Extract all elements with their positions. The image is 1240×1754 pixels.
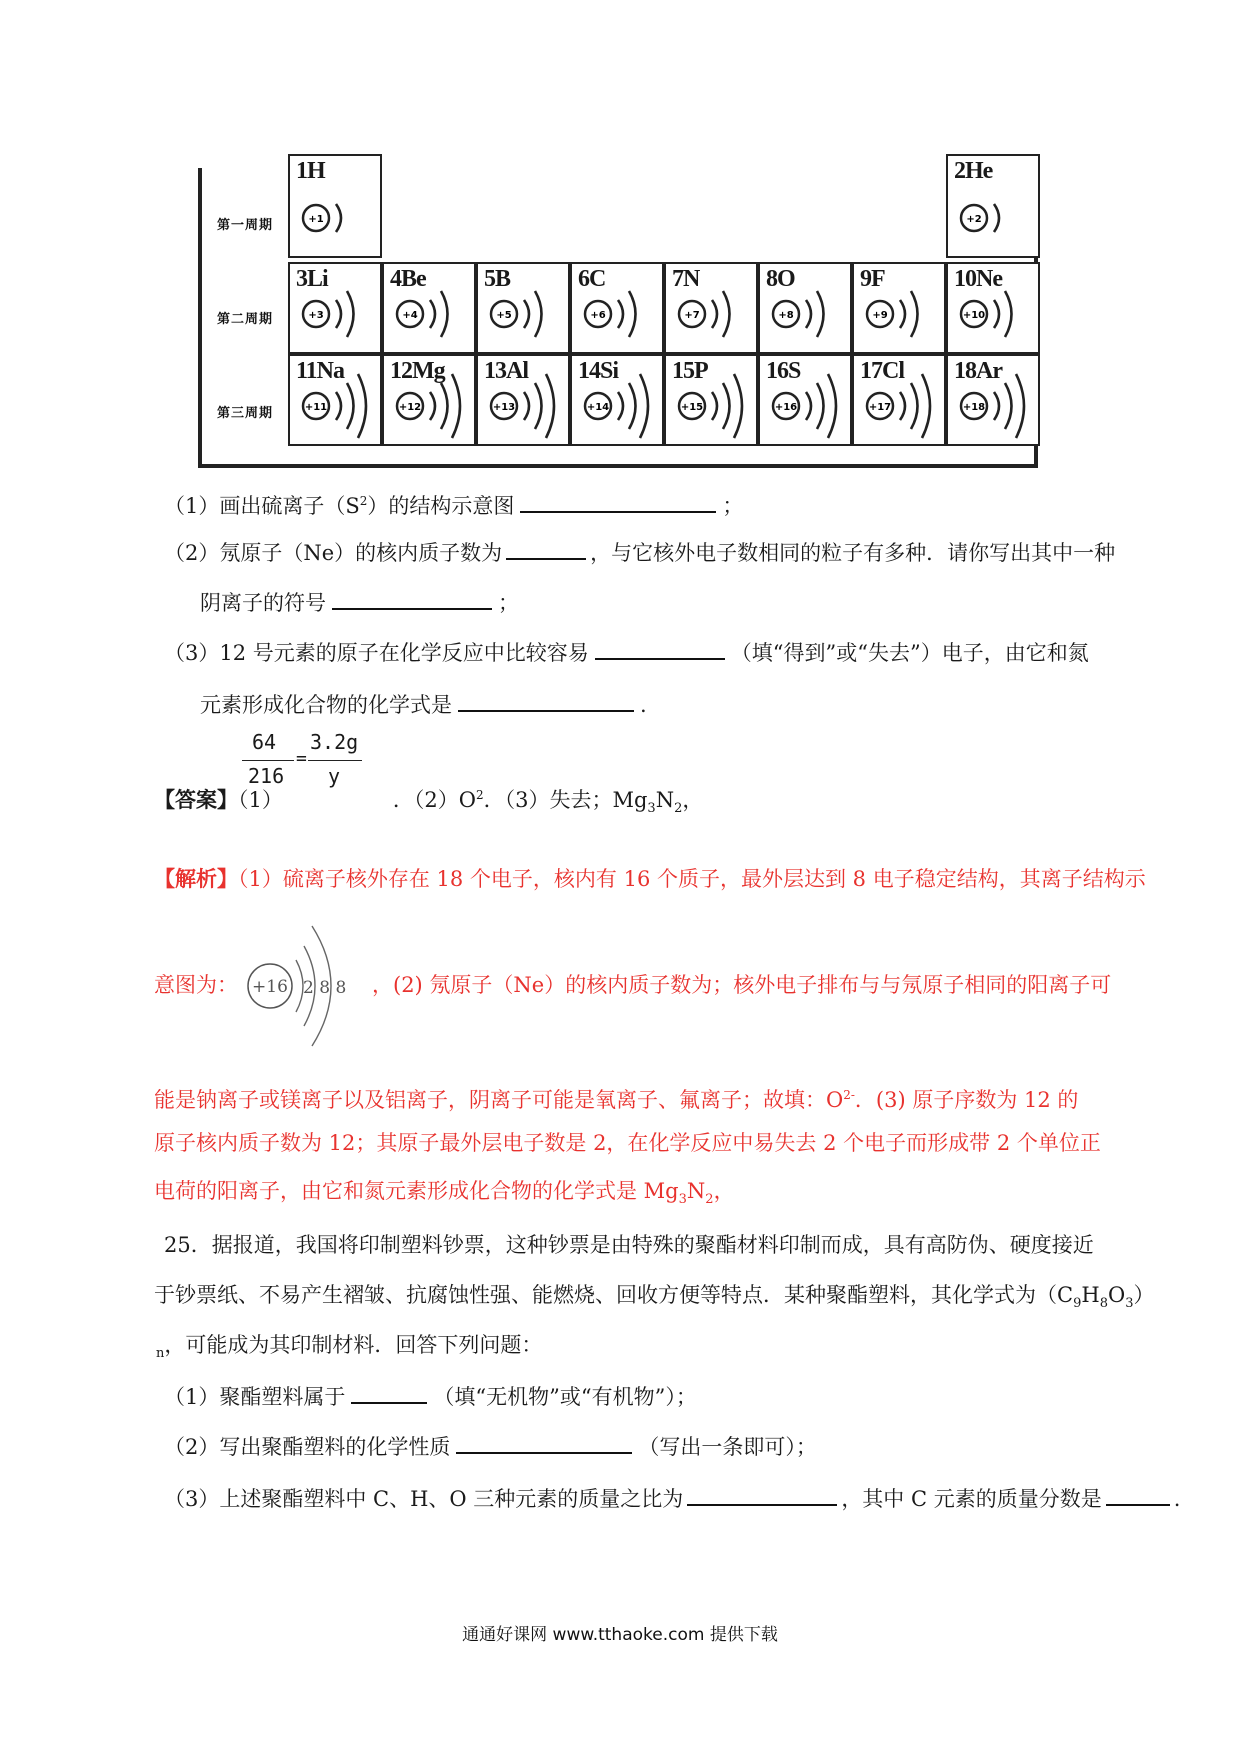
electron-shell-arc [358, 374, 366, 438]
electron-shell-arc [1005, 291, 1012, 337]
electron-shell-arc [441, 383, 448, 429]
analysis-line-4: 原子核内质子数为 12；其原子最外层电子数是 2，在化学反应中易失去 2 个电子而形成带 2 个单位正 [154, 1131, 1101, 1155]
electron-shell-arc [336, 392, 341, 420]
question-3-line-2: 元素形成化合物的化学式是 . [200, 688, 647, 720]
answer-blank[interactable] [1106, 1482, 1170, 1506]
electron-shell-arc [911, 383, 918, 429]
row-label-period-1: 第一周期 [216, 218, 273, 233]
electron-shell-arc [994, 300, 999, 328]
element-cell-cl [852, 354, 946, 446]
q25-part-3: （3）上述聚酯塑料中 C、H、O 三种元素的质量之比为 ，其中 C 元素的质量分数是 . [164, 1482, 1180, 1514]
element-cell-si [570, 354, 664, 446]
electron-shell-arc [546, 374, 554, 438]
row-label-period-2: 第二周期 [216, 312, 273, 327]
sulfide-ion-diagram [246, 920, 356, 1074]
atom-structure-diagram [666, 356, 760, 448]
atom-structure-diagram [384, 356, 478, 448]
element-cell-he [946, 154, 1040, 258]
electron-shell-arc [535, 291, 542, 337]
element-cell-s [758, 354, 852, 446]
nucleus-charge: +14 [586, 402, 610, 413]
nucleus-charge: +15 [680, 402, 704, 413]
fraction-numerator-1: 64 [252, 730, 277, 754]
element-symbol: 16S [766, 358, 801, 384]
nucleus-charge: +10 [962, 310, 986, 321]
electron-shell-arc [817, 383, 824, 429]
answer-line: 【答案】（1） ．$(2)O^2$．（3）失去；$Mg_3N_2$， [154, 787, 704, 817]
analysis-line-2-suffix: ，(2) 氖原子（Ne）的核内质子数为；核外电子排布与与氖原子相同的阳离子可 [372, 973, 1112, 997]
element-symbol: 12Mg [390, 358, 445, 384]
nucleus-charge: +5 [496, 310, 512, 321]
atom-structure-diagram [666, 264, 760, 356]
electron-shell-arc [1016, 374, 1024, 438]
atom-structure-diagram [290, 356, 384, 448]
page-footer: 通通好课网 www.tthaoke.com 提供下载 [462, 1625, 778, 1645]
nucleus-charge: +1 [308, 214, 324, 225]
electron-shell-arc [828, 374, 836, 438]
answer-blank[interactable] [506, 536, 586, 560]
answer-blank[interactable] [595, 636, 725, 660]
atom-structure-diagram [290, 264, 384, 356]
answer-blank[interactable] [458, 688, 634, 712]
electron-shell-arc [712, 392, 717, 420]
nucleus-charge: +8 [778, 310, 794, 321]
answer-blank[interactable] [520, 489, 716, 513]
q25-intro-line-2: 于钞票纸、不易产生褶皱、抗腐蚀性强、能燃烧、回收方便等特点．某种聚酯塑料，其化学式为$(C_9H_8O_3)$ [154, 1283, 1155, 1312]
element-cell-f [852, 262, 946, 354]
nucleus-charge: +12 [398, 402, 422, 413]
electron-shell-arc [336, 204, 341, 232]
electron-shell-arc [817, 291, 824, 337]
element-symbol: 1H [296, 158, 325, 184]
electron-shell-arc [347, 383, 354, 429]
element-symbol: 18Ar [954, 358, 1002, 384]
electron-shell-arc [900, 392, 905, 420]
element-cell-na [288, 354, 382, 446]
nucleus-charge: +16 [774, 402, 798, 413]
electron-shell-arc [900, 300, 905, 328]
electron-shell-arc [734, 374, 742, 438]
nucleus-charge: +6 [590, 310, 606, 321]
electron-shell-arc [618, 300, 623, 328]
element-symbol: 6C [578, 266, 606, 292]
element-symbol: 11Na [296, 358, 345, 384]
electron-shell-arc [723, 291, 730, 337]
electron-shell-arc [347, 291, 354, 337]
electron-shell-arc [441, 291, 448, 337]
element-cell-li [288, 262, 382, 354]
atom-structure-diagram [948, 156, 1042, 260]
atom-structure-diagram [478, 356, 572, 448]
electron-shell-arc [336, 300, 341, 328]
atom-structure-diagram [760, 356, 854, 448]
element-cell-be [382, 262, 476, 354]
nucleus-charge: +13 [492, 402, 516, 413]
element-cell-c [570, 262, 664, 354]
answer-blank[interactable] [687, 1482, 837, 1506]
electron-shell-arc [430, 392, 435, 420]
nucleus-charge: +4 [402, 310, 418, 321]
element-cell-mg [382, 354, 476, 446]
fraction-denominator-1: 216 [248, 764, 285, 788]
electron-shell-arc [994, 392, 999, 420]
electron-shell-arc [922, 374, 930, 438]
element-cell-h [288, 154, 382, 258]
q25-part-1: （1）聚酯塑料属于 （填“无机物”或“有机物”）； [164, 1380, 697, 1412]
question-1: （1）画出硫离子$(S^2)$的结构示意图 ； [164, 486, 743, 521]
electron-shell-arc [452, 374, 460, 438]
answer-blank[interactable] [456, 1430, 632, 1454]
electron-shell-arc [806, 300, 811, 328]
atom-structure-diagram [854, 356, 948, 448]
element-cell-p [664, 354, 758, 446]
electron-shell-arc [430, 300, 435, 328]
fraction-denominator-2: y [328, 764, 341, 788]
atom-structure-diagram [948, 264, 1042, 356]
electron-shell-arc [535, 383, 542, 429]
electron-shell-arc [723, 383, 730, 429]
atom-structure-diagram [572, 264, 666, 356]
element-symbol: 15P [672, 358, 708, 384]
q25-part-2: （2）写出聚酯塑料的化学性质 （写出一条即可）； [164, 1430, 817, 1462]
electron-shell-arc [524, 300, 529, 328]
element-cell-b [476, 262, 570, 354]
nucleus-charge: +9 [872, 310, 888, 321]
atom-structure-diagram [854, 264, 948, 356]
ion-nucleus-label: +16 [252, 977, 288, 997]
element-symbol: 7N [672, 266, 700, 292]
question-3-line-1: （3）12 号元素的原子在化学反应中比较容易 （填“得到”或“失去”）电子，由它和氮 [164, 636, 1089, 668]
atom-structure-diagram [384, 264, 478, 356]
nucleus-charge: +11 [304, 402, 328, 413]
question-2-line-1: （2）氖原子（Ne）的核内质子数为 ，与它核外电子数相同的粒子有多种．请你写出其中一种 [164, 536, 1115, 568]
element-cell-al [476, 354, 570, 446]
electron-shell-arc [618, 392, 623, 420]
analysis-line-2-prefix: 意图为： [154, 973, 238, 997]
q25-intro-line-1: 25．据报道，我国将印制塑料钞票，这种钞票是由特殊的聚酯材料印制而成，具有高防伪、硬度接近 [164, 1233, 1094, 1257]
periodic-table-figure [198, 158, 1038, 468]
atom-structure-diagram [290, 156, 384, 260]
answer-blank[interactable] [351, 1380, 427, 1404]
nucleus-charge: +7 [684, 310, 700, 321]
electron-shell-arc [911, 291, 918, 337]
electron-shell-arc [806, 392, 811, 420]
element-symbol: 17Cl [860, 358, 904, 384]
element-symbol: 9F [860, 266, 885, 292]
fraction-bar [242, 760, 294, 761]
element-symbol: 2He [954, 158, 993, 184]
fraction-bar [308, 760, 362, 761]
atom-structure-diagram [948, 356, 1042, 448]
atom-structure-diagram [572, 356, 666, 448]
analysis-line-5: 电荷的阳离子，由它和氮元素形成化合物的化学式是 $Mg_3N_2$， [154, 1179, 735, 1208]
nucleus-charge: +17 [868, 402, 892, 413]
element-cell-o [758, 262, 852, 354]
element-symbol: 13Al [484, 358, 528, 384]
electron-shell-arc [640, 374, 648, 438]
q25-intro-line-3: $_n$，可能成为其印制材料．回答下列问题： [156, 1333, 543, 1362]
ion-electron-shells: 2 8 8 [303, 978, 347, 998]
electron-shell-arc [524, 392, 529, 420]
element-symbol: 8O [766, 266, 795, 292]
element-symbol: 14Si [578, 358, 619, 384]
answer-blank[interactable] [332, 586, 492, 610]
element-symbol: 10Ne [954, 266, 1002, 292]
element-cell-n [664, 262, 758, 354]
nucleus-charge: +3 [308, 310, 324, 321]
electron-shell-arc [994, 204, 999, 232]
atom-structure-diagram [478, 264, 572, 356]
fraction-equals: = [296, 748, 307, 769]
electron-shell-arc [629, 383, 636, 429]
analysis-line-3: 能是钠离子或镁离子以及铝离子，阴离子可能是氧离子、氟离子；故填：$O^{2-}$．(3) 原子序数为 12 的 [154, 1088, 1079, 1112]
row-label-period-3: 第三周期 [216, 406, 273, 421]
analysis-line-1: 【解析】（1）硫离子核外存在 18 个电子，核内有 16 个质子，最外层达到 8 电子稳定结构，其离子结构示 [154, 866, 1146, 891]
element-symbol: 5B [484, 266, 511, 292]
element-symbol: 3Li [296, 266, 328, 292]
nucleus-charge: +2 [966, 214, 982, 225]
element-symbol: 4Be [390, 266, 426, 292]
electron-shell-arc [1005, 383, 1012, 429]
fraction-numerator-2: 3.2g [310, 730, 359, 754]
element-cell-ar [946, 354, 1040, 446]
atom-structure-diagram [760, 264, 854, 356]
element-cell-ne [946, 262, 1040, 354]
question-2-line-2: 阴离子的符号 ； [200, 586, 519, 618]
electron-shell-arc [629, 291, 636, 337]
electron-shell-arc [712, 300, 717, 328]
nucleus-charge: +18 [962, 402, 986, 413]
